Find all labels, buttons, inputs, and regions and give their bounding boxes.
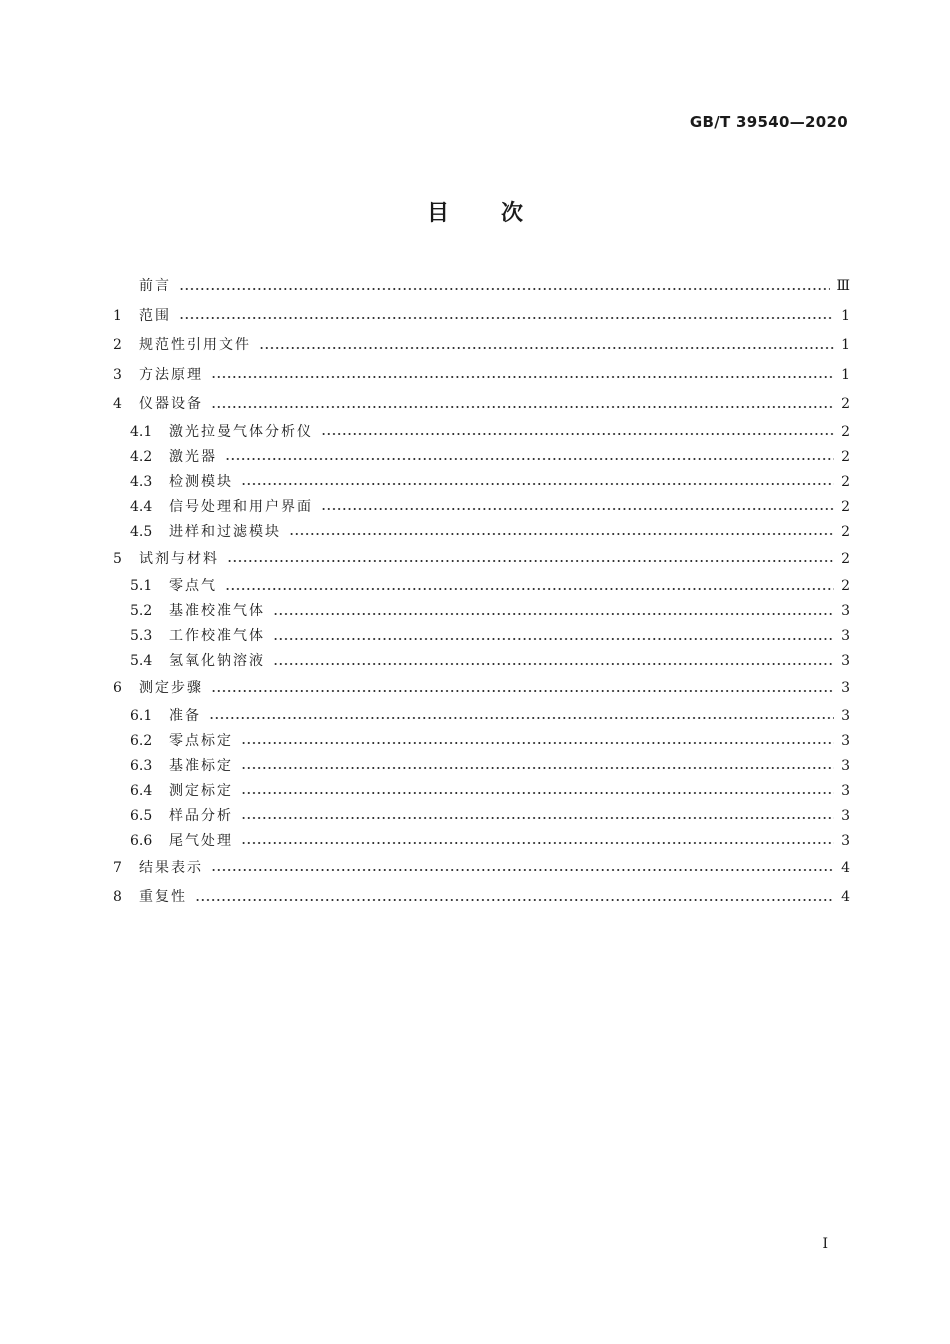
toc-entry-page: 4	[841, 859, 850, 876]
toc-entry-1[interactable]	[113, 302, 850, 332]
toc-entry-number: 5	[113, 550, 122, 567]
toc-entry-number: 4.4	[130, 498, 153, 515]
toc-entry-7[interactable]	[113, 854, 850, 884]
dot-leader	[225, 457, 834, 461]
toc-entry-number: 3	[113, 366, 122, 383]
footer-page-number: Ⅰ	[822, 1236, 828, 1252]
toc-entry-6-6[interactable]	[113, 829, 850, 854]
toc-entry-label: 测定标定	[169, 782, 233, 799]
toc-entry-5-4[interactable]	[113, 649, 850, 674]
toc-entry-label: 零点标定	[169, 732, 233, 749]
toc-entry-number: 4.3	[130, 473, 153, 490]
toc-entry-page: 1	[841, 366, 850, 383]
toc-entry-label: 方法原理	[139, 366, 203, 383]
toc-entry-number: 2	[113, 337, 122, 353]
toc-entry-page: 3	[841, 707, 850, 724]
toc-entry-number: 7	[113, 859, 122, 876]
toc-entry-6-1[interactable]	[113, 704, 850, 729]
toc-entry-3[interactable]	[113, 361, 850, 391]
toc-entry-6-4[interactable]	[113, 779, 850, 804]
toc-entry-page: 3	[841, 680, 850, 696]
toc-entry-label: 工作校准气体	[169, 628, 265, 644]
toc-entry-number: 4.5	[130, 523, 153, 540]
dot-leader	[211, 375, 834, 379]
toc-entry-5-1[interactable]	[113, 574, 850, 599]
toc-entry-number: 6.2	[130, 732, 153, 749]
toc-entry-page: 4	[841, 889, 850, 905]
dot-leader	[273, 662, 834, 666]
toc-entry-page: 2	[841, 498, 850, 515]
toc-entry-page: 2	[841, 396, 850, 412]
toc-entry-6[interactable]	[113, 674, 850, 704]
toc-entry-page: 1	[841, 307, 850, 324]
toc-entry-label: 尾气处理	[169, 832, 233, 849]
toc-entry-label: 前言	[139, 278, 171, 294]
toc-entry-number: 5.4	[130, 653, 153, 669]
table-of-contents	[113, 272, 850, 913]
toc-entry-page: 3	[841, 603, 850, 619]
toc-entry-4-2[interactable]	[113, 445, 850, 470]
dot-leader	[225, 587, 834, 591]
toc-entry-number: 6.5	[130, 807, 153, 824]
toc-entry-number: 5.2	[130, 603, 153, 619]
toc-entry-4-3[interactable]	[113, 470, 850, 495]
toc-entry-label: 结果表示	[139, 859, 203, 876]
toc-entry-number: 4.1	[130, 423, 153, 440]
toc-entry-page: 3	[841, 757, 850, 774]
toc-entry-label: 检测模块	[169, 473, 233, 490]
toc-entry-page: 2	[841, 423, 850, 440]
toc-entry-5-3[interactable]	[113, 624, 850, 649]
toc-entry-number: 6.4	[130, 782, 153, 799]
toc-entry-number: 8	[113, 889, 122, 905]
toc-entry-page: 2	[841, 523, 850, 540]
dot-leader	[179, 287, 830, 291]
standard-code: GB/T 39540—2020	[689, 113, 848, 131]
toc-entry-label: 测定步骤	[139, 680, 203, 696]
toc-title: 目次	[426, 201, 575, 226]
toc-entry-page: 2	[841, 550, 850, 567]
toc-entry-page: 3	[841, 807, 850, 824]
dot-leader	[241, 766, 834, 770]
dot-leader	[273, 612, 834, 616]
toc-entry-page: 2	[841, 448, 850, 465]
dot-leader	[241, 482, 834, 486]
dot-leader	[179, 316, 834, 320]
toc-entry-4-4[interactable]	[113, 495, 850, 520]
toc-entry-page: Ⅲ	[836, 278, 850, 294]
toc-entry-page: 3	[841, 653, 850, 669]
dot-leader	[289, 532, 834, 536]
toc-entry-number: 5.3	[130, 628, 153, 644]
toc-entry-number: 4	[113, 396, 122, 412]
dot-leader	[241, 741, 834, 745]
dot-leader	[259, 346, 834, 350]
toc-entry-5-2[interactable]	[113, 599, 850, 624]
toc-entry-page: 1	[841, 337, 850, 353]
toc-entry-label: 激光拉曼气体分析仪	[169, 423, 313, 440]
toc-entry-label: 试剂与材料	[139, 550, 219, 567]
dot-leader	[211, 689, 834, 693]
toc-entry-number: 6.1	[130, 707, 153, 724]
dot-leader	[241, 791, 834, 795]
toc-entry-4-1[interactable]	[113, 420, 850, 445]
toc-entry-6-5[interactable]	[113, 804, 850, 829]
dot-leader	[241, 816, 834, 820]
toc-entry-number: 4.2	[130, 448, 153, 465]
toc-entry-label: 基准标定	[169, 757, 233, 774]
dot-leader	[211, 405, 834, 409]
toc-entry-number: 5.1	[130, 578, 153, 594]
toc-entry-label: 氢氧化钠溶液	[169, 653, 265, 669]
toc-entry-8[interactable]	[113, 883, 850, 913]
toc-entry-page: 3	[841, 628, 850, 644]
toc-entry-page: 3	[841, 732, 850, 749]
toc-entry-2[interactable]	[113, 331, 850, 361]
toc-entry-number: 6.6	[130, 832, 153, 849]
toc-entry-label: 基准校准气体	[169, 603, 265, 619]
toc-entry-label: 样品分析	[169, 807, 233, 824]
toc-entry-6-2[interactable]	[113, 729, 850, 754]
dot-leader	[273, 637, 834, 641]
toc-entry-label: 进样和过滤模块	[169, 523, 281, 540]
toc-entry-number: 6	[113, 680, 122, 696]
dot-leader	[321, 507, 834, 511]
dot-leader	[195, 898, 834, 902]
dot-leader	[227, 559, 834, 563]
dot-leader	[321, 432, 834, 436]
toc-entry-page: 3	[841, 782, 850, 799]
toc-entry-4-5[interactable]	[113, 520, 850, 545]
toc-entry-page: 2	[841, 578, 850, 594]
toc-entry-page: 3	[841, 832, 850, 849]
dot-leader	[211, 868, 834, 872]
toc-entry-label: 信号处理和用户界面	[169, 498, 313, 515]
toc-entry-5[interactable]	[113, 545, 850, 575]
toc-entry-6-3[interactable]	[113, 754, 850, 779]
toc-entry-label: 零点气	[169, 578, 217, 594]
toc-entry-number: 1	[113, 307, 122, 324]
toc-entry-label: 规范性引用文件	[139, 337, 251, 353]
toc-entry-foreword[interactable]	[113, 272, 850, 302]
dot-leader	[209, 716, 834, 720]
toc-entry-label: 重复性	[139, 889, 187, 905]
toc-entry-label: 仪器设备	[139, 396, 203, 412]
dot-leader	[241, 841, 834, 845]
toc-entry-label: 准备	[169, 707, 201, 724]
toc-entry-label: 激光器	[169, 448, 217, 465]
toc-entry-number: 6.3	[130, 757, 153, 774]
toc-entry-page: 2	[841, 473, 850, 490]
toc-entry-label: 范围	[139, 307, 171, 324]
toc-entry-4[interactable]	[113, 390, 850, 420]
